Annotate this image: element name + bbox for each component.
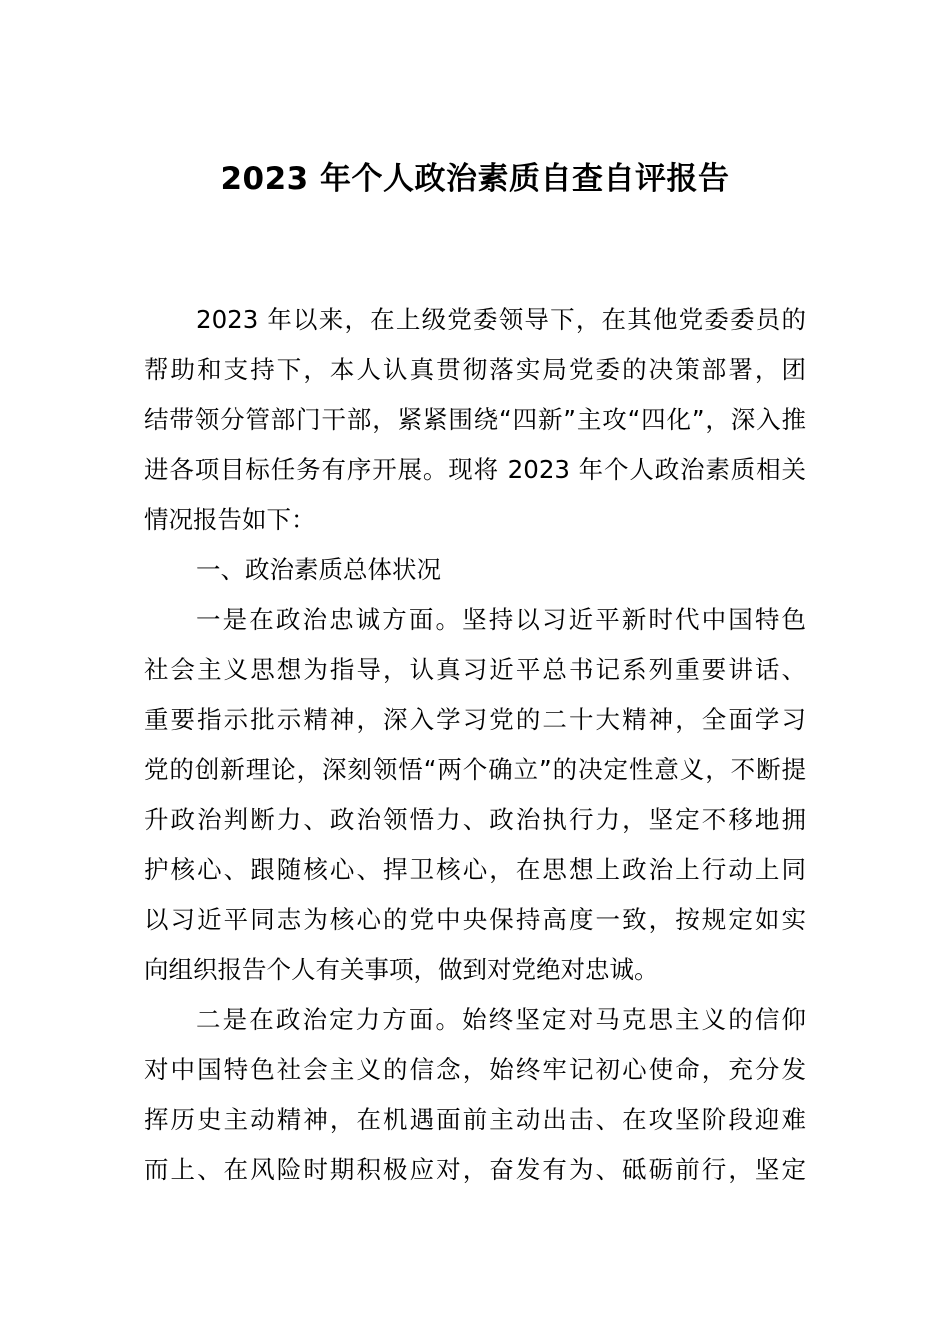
paragraph-line: 二是在政治定力方面。始终坚定对马克思主义的信仰: [196, 1005, 806, 1034]
paragraph-line: 2023 年以来，在上级党委领导下，在其他党委委员的: [196, 305, 806, 334]
paragraph-line: 护核心、跟随核心、捍卫核心，在思想上政治上行动上同: [144, 855, 806, 884]
paragraph-line: 情况报告如下：: [144, 505, 316, 534]
paragraph-line: 升政治判断力、政治领悟力、政治执行力，坚定不移地拥: [144, 805, 806, 834]
paragraph-line: 帮助和支持下，本人认真贯彻落实局党委的决策部署，团: [144, 355, 806, 384]
paragraph-line: 而上、在风险时期积极应对，奋发有为、砥砺前行，坚定: [144, 1155, 806, 1184]
section-heading: 一、政治素质总体状况: [196, 555, 441, 584]
paragraph-line: 一是在政治忠诚方面。坚持以习近平新时代中国特色: [196, 605, 806, 634]
document-body: [144, 295, 806, 1195]
paragraph-line: 结带领分管部门干部，紧紧围绕“四新”主攻“四化”，深入推: [144, 405, 806, 434]
paragraph-line: 社会主义思想为指导，认真习近平总书记系列重要讲话、: [144, 655, 806, 684]
paragraph-line: 党的创新理论，深刻领悟“两个确立”的决定性意义，不断提: [144, 755, 806, 784]
paragraph-line: 向组织报告个人有关事项，做到对党绝对忠诚。: [144, 955, 659, 984]
paragraph-line: 对中国特色社会主义的信念，始终牢记初心使命，充分发: [144, 1055, 806, 1084]
paragraph-line: 以习近平同志为核心的党中央保持高度一致，按规定如实: [144, 905, 806, 934]
document-title: 2023 年个人政治素质自查自评报告: [220, 161, 730, 197]
paragraph-line: 挥历史主动精神，在机遇面前主动出击、在攻坚阶段迎难: [144, 1105, 806, 1134]
paragraph-line: 进各项目标任务有序开展。现将 2023 年个人政治素质相关: [144, 455, 806, 484]
paragraph-line: 重要指示批示精神，深入学习党的二十大精神，全面学习: [144, 705, 806, 734]
